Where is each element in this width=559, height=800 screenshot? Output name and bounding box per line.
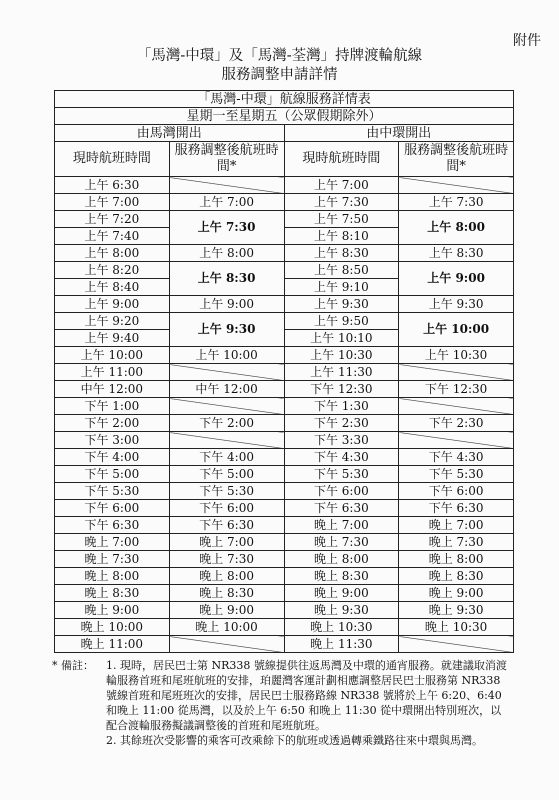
mawan-current-time: 下午 4:00: [55, 449, 170, 466]
mawan-current-time: 上午 7:00: [55, 194, 170, 211]
table-row: [55, 177, 514, 194]
central-current-time: 下午 1:30: [284, 398, 399, 415]
mawan-adjusted-time: 晚上 7:30: [169, 551, 284, 568]
central-adjusted-time: 下午 4:30: [399, 449, 514, 466]
mawan-adjusted-time: 下午 2:00: [169, 415, 284, 432]
central-current-time: 上午 8:50: [284, 262, 399, 279]
note-1: 1. 現時，居民巴士第 NR338 號線提供往返馬灣及中環的通宵服務。就建議取消渡輪服務首班和尾班航班的安排，珀麗灣客運計劃相應調整居民巴士服務第 NR338 號線首班和尾班班次的安排，居民巴士服務路線 NR338 號將於上午 6:20、6:40 和晚上 11:00 從馬灣，以及於上午 6:50 和晚上 11:30 從中環開出特別班次，以配合渡輪服務擬議調整後的首班和尾班航班。: [106, 659, 507, 732]
mawan-current-time: 上午 7:40: [55, 228, 170, 245]
central-cancelled-slot: [399, 398, 514, 415]
central-current-time: 下午 6:30: [284, 500, 399, 517]
mawan-adjusted-time: 上午 8:30: [169, 262, 284, 296]
mawan-current-time: 下午 3:00: [55, 432, 170, 449]
table-row: [55, 313, 514, 330]
table-row: [55, 500, 514, 517]
mawan-current-time: 下午 2:00: [55, 415, 170, 432]
table-row: [55, 194, 514, 211]
central-current-time: 下午 2:30: [284, 415, 399, 432]
mawan-adjusted-time: 下午 6:30: [169, 517, 284, 534]
mawan-cancelled-slot: [169, 636, 284, 653]
mawan-cancelled-slot: [169, 177, 284, 194]
mawan-adjusted-time: 上午 7:00: [169, 194, 284, 211]
mawan-adjusted-time: 上午 10:00: [169, 347, 284, 364]
table-row: [55, 636, 514, 653]
central-current-time: 上午 8:10: [284, 228, 399, 245]
central-current-time: 晚上 11:30: [284, 636, 399, 653]
table-row: [55, 534, 514, 551]
col-adjusted-mawan: 服務調整後航班時間*: [169, 142, 284, 177]
mawan-current-time: 上午 9:00: [55, 296, 170, 313]
table-period: 星期一至星期五（公眾假期除外）: [55, 108, 514, 125]
table-row: [55, 432, 514, 449]
central-current-time: 上午 8:30: [284, 245, 399, 262]
mawan-current-time: 晚上 7:30: [55, 551, 170, 568]
central-adjusted-time: 晚上 7:00: [399, 517, 514, 534]
mawan-adjusted-time: 上午 9:30: [169, 313, 284, 347]
notes-section: [52, 658, 512, 748]
central-adjusted-time: 上午 10:30: [399, 347, 514, 364]
central-current-time: 下午 5:30: [284, 466, 399, 483]
mawan-current-time: 上午 11:00: [55, 364, 170, 381]
central-current-time: 晚上 9:30: [284, 602, 399, 619]
table-row: [55, 602, 514, 619]
central-current-time: 上午 7:30: [284, 194, 399, 211]
table-row: [55, 551, 514, 568]
mawan-current-time: 上午 9:20: [55, 313, 170, 330]
mawan-cancelled-slot: [169, 432, 284, 449]
schedule-table: [54, 90, 514, 653]
table-row: [55, 466, 514, 483]
document-title: 「馬灣-中環」及「馬灣-荃灣」持牌渡輪航線: [136, 48, 423, 64]
mawan-adjusted-time: 下午 5:00: [169, 466, 284, 483]
central-current-time: 上午 7:00: [284, 177, 399, 194]
central-adjusted-time: 上午 10:00: [399, 313, 514, 347]
central-current-time: 上午 9:30: [284, 296, 399, 313]
table-row: [55, 585, 514, 602]
mawan-current-time: 下午 5:00: [55, 466, 170, 483]
table-row: [55, 517, 514, 534]
mawan-current-time: 上午 8:20: [55, 262, 170, 279]
mawan-adjusted-time: 晚上 8:30: [169, 585, 284, 602]
table-row: [55, 296, 514, 313]
mawan-cancelled-slot: [169, 364, 284, 381]
table-caption: 「馬灣-中環」航線服務詳情表: [55, 91, 514, 108]
col-current-mawan: 現時航班時間: [55, 142, 170, 177]
central-current-time: 晚上 7:00: [284, 517, 399, 534]
central-current-time: 晚上 8:30: [284, 568, 399, 585]
central-current-time: 晚上 8:00: [284, 551, 399, 568]
central-adjusted-time: 上午 7:30: [399, 194, 514, 211]
central-current-time: 下午 3:30: [284, 432, 399, 449]
table-row: [55, 211, 514, 228]
central-adjusted-time: 晚上 9:30: [399, 602, 514, 619]
mawan-current-time: 晚上 8:00: [55, 568, 170, 585]
mawan-current-time: 上午 6:30: [55, 177, 170, 194]
mawan-adjusted-time: 上午 9:00: [169, 296, 284, 313]
mawan-current-time: 晚上 7:00: [55, 534, 170, 551]
mawan-current-time: 下午 1:00: [55, 398, 170, 415]
mawan-adjusted-time: 晚上 8:00: [169, 568, 284, 585]
table-row: [55, 262, 514, 279]
mawan-adjusted-time: 晚上 9:00: [169, 602, 284, 619]
mawan-current-time: 下午 6:00: [55, 500, 170, 517]
central-adjusted-time: 上午 8:30: [399, 245, 514, 262]
mawan-adjusted-time: 晚上 7:00: [169, 534, 284, 551]
central-current-time: 晚上 7:30: [284, 534, 399, 551]
mawan-current-time: 晚上 11:00: [55, 636, 170, 653]
mawan-adjusted-time: 中午 12:00: [169, 381, 284, 398]
table-row: [55, 483, 514, 500]
central-adjusted-time: 晚上 10:30: [399, 619, 514, 636]
central-current-time: 晚上 9:00: [284, 585, 399, 602]
col-current-central: 現時航班時間: [284, 142, 399, 177]
central-current-time: 上午 9:10: [284, 279, 399, 296]
central-adjusted-time: 晚上 9:00: [399, 585, 514, 602]
mawan-current-time: 晚上 10:00: [55, 619, 170, 636]
mawan-adjusted-time: 下午 6:00: [169, 500, 284, 517]
notes-label: * 備註：: [52, 659, 94, 672]
central-current-time: 上午 11:30: [284, 364, 399, 381]
central-adjusted-time: 下午 12:30: [399, 381, 514, 398]
central-cancelled-slot: [399, 432, 514, 449]
mawan-adjusted-time: 下午 5:30: [169, 483, 284, 500]
central-adjusted-time: 晚上 7:30: [399, 534, 514, 551]
central-current-time: 下午 12:30: [284, 381, 399, 398]
mawan-current-time: 下午 5:30: [55, 483, 170, 500]
from-mawan-header: 由馬灣開出: [55, 125, 285, 142]
central-current-time: 下午 4:30: [284, 449, 399, 466]
note-2: 2. 其餘班次受影響的乘客可改乘餘下的航班或透過轉乘鐵路往來中環與馬灣。: [106, 734, 483, 747]
table-row: [55, 398, 514, 415]
mawan-adjusted-time: 上午 7:30: [169, 211, 284, 245]
table-row: [55, 347, 514, 364]
mawan-current-time: 上午 7:20: [55, 211, 170, 228]
central-cancelled-slot: [399, 364, 514, 381]
central-adjusted-time: 上午 8:00: [399, 211, 514, 245]
central-adjusted-time: 下午 6:00: [399, 483, 514, 500]
central-adjusted-time: 下午 6:30: [399, 500, 514, 517]
central-adjusted-time: 下午 5:30: [399, 466, 514, 483]
mawan-current-time: 上午 8:00: [55, 245, 170, 262]
table-row: [55, 619, 514, 636]
central-adjusted-time: 上午 9:00: [399, 262, 514, 296]
mawan-current-time: 下午 6:30: [55, 517, 170, 534]
mawan-current-time: 晚上 9:00: [55, 602, 170, 619]
central-current-time: 上午 10:10: [284, 330, 399, 347]
mawan-adjusted-time: 晚上 10:00: [169, 619, 284, 636]
central-adjusted-time: 晚上 8:00: [399, 551, 514, 568]
mawan-adjusted-time: 下午 4:00: [169, 449, 284, 466]
central-cancelled-slot: [399, 177, 514, 194]
mawan-current-time: 上午 9:40: [55, 330, 170, 347]
mawan-cancelled-slot: [169, 398, 284, 415]
table-row: [55, 415, 514, 432]
mawan-current-time: 晚上 8:30: [55, 585, 170, 602]
central-current-time: 上午 10:30: [284, 347, 399, 364]
mawan-current-time: 上午 8:40: [55, 279, 170, 296]
from-central-header: 由中環開出: [284, 125, 514, 142]
central-adjusted-time: 上午 9:30: [399, 296, 514, 313]
table-row: [55, 381, 514, 398]
document-subtitle: 服務調整申請詳情: [221, 67, 338, 83]
table-row: [55, 245, 514, 262]
annex-label: 附件: [513, 33, 541, 49]
central-cancelled-slot: [399, 636, 514, 653]
central-current-time: 下午 6:00: [284, 483, 399, 500]
central-current-time: 上午 9:50: [284, 313, 399, 330]
table-row: [55, 449, 514, 466]
table-row: [55, 568, 514, 585]
central-adjusted-time: 晚上 8:30: [399, 568, 514, 585]
central-current-time: 上午 7:50: [284, 211, 399, 228]
central-current-time: 晚上 10:30: [284, 619, 399, 636]
table-row: [55, 364, 514, 381]
mawan-adjusted-time: 上午 8:00: [169, 245, 284, 262]
col-adjusted-central: 服務調整後航班時間*: [399, 142, 514, 177]
mawan-current-time: 中午 12:00: [55, 381, 170, 398]
central-adjusted-time: 下午 2:30: [399, 415, 514, 432]
mawan-current-time: 上午 10:00: [55, 347, 170, 364]
